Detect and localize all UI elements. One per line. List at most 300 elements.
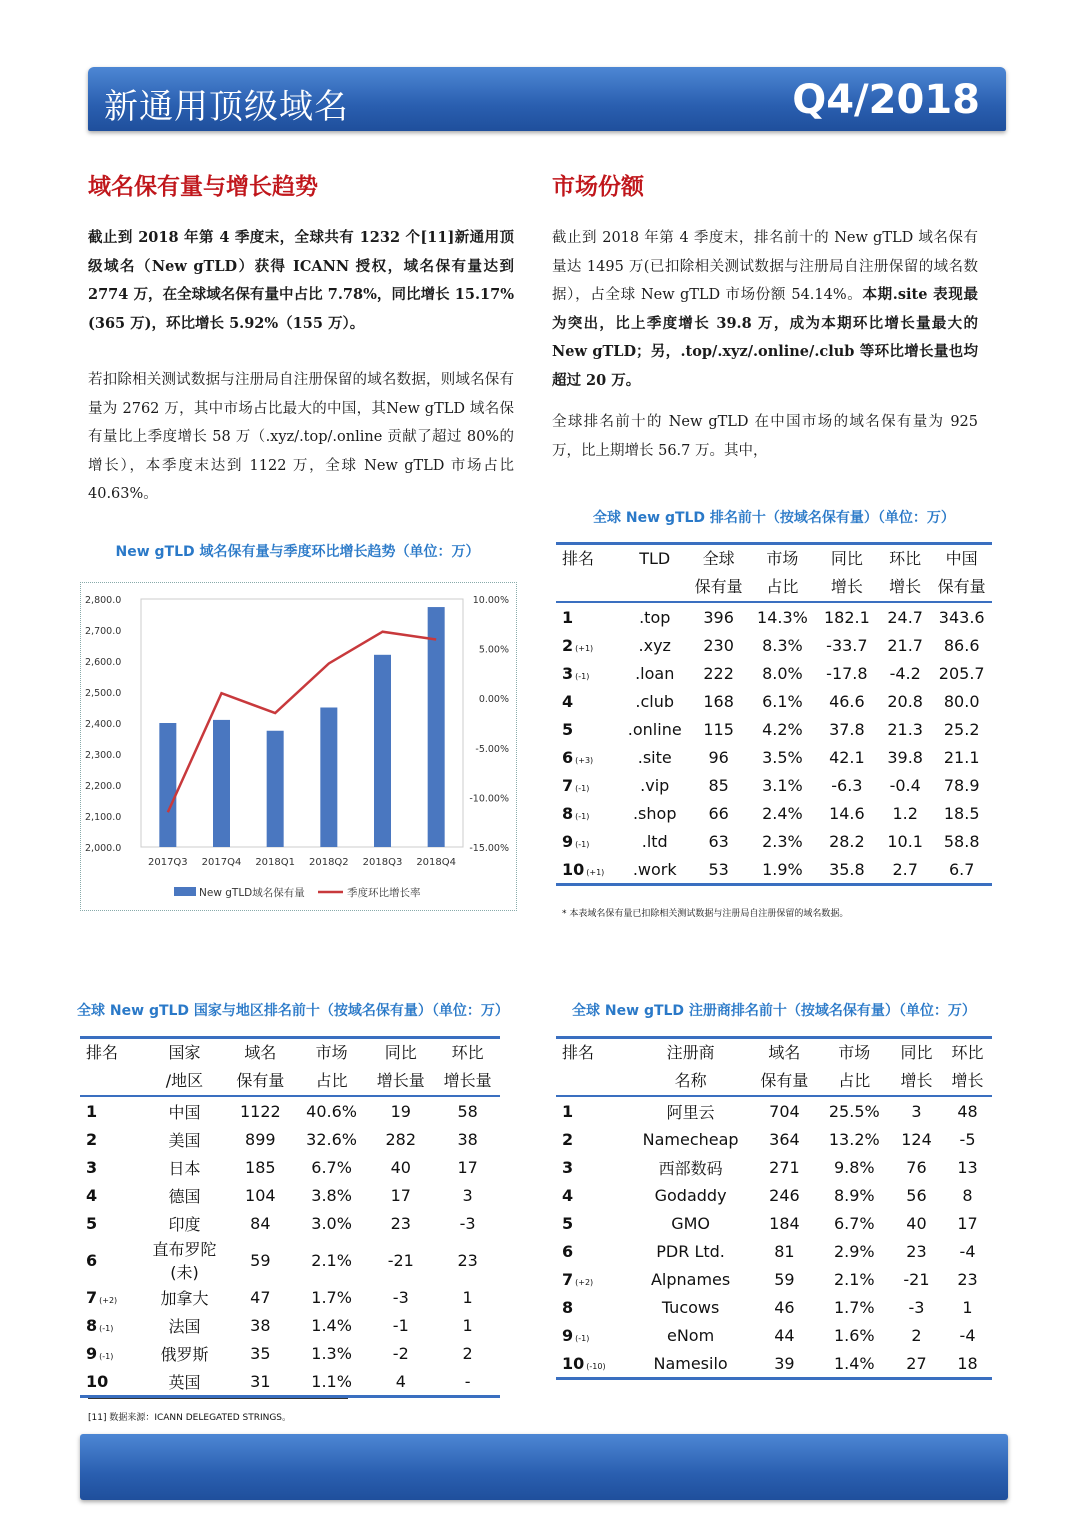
table-cell: 直布罗陀(未) bbox=[152, 1240, 217, 1282]
y-right-tick: -5.00% bbox=[475, 743, 509, 755]
market-share-highlight: 本期.site 表现最为突出，比上季度增长 39.8 万，成为本期环比增长量最大的 New gTLD；另，.top/.xyz/.online/.club 等环比增长量也均超过 20 万。 bbox=[552, 286, 978, 389]
rank-change: (+3) bbox=[575, 755, 594, 765]
y-left-tick: 2,600.0 bbox=[85, 657, 122, 668]
table-cell: .top bbox=[639, 607, 671, 627]
rank-number: 7 bbox=[86, 1287, 98, 1307]
table-row bbox=[556, 827, 992, 855]
table-cell: 38 bbox=[250, 1315, 271, 1335]
table-cell: 4 bbox=[366, 1367, 435, 1397]
table-row bbox=[556, 1321, 992, 1349]
table-cell: -33.7 bbox=[826, 635, 868, 655]
table-cell: -6.3 bbox=[831, 775, 863, 795]
rank-cell bbox=[556, 659, 622, 687]
rank-number: 5 bbox=[562, 719, 574, 739]
column-header: 注册商 bbox=[631, 1038, 750, 1068]
column-header: 市场 bbox=[297, 1038, 366, 1068]
table-cell: 23 bbox=[390, 1213, 411, 1233]
table-cell: 40.6% bbox=[306, 1101, 357, 1121]
rank-cell bbox=[80, 1209, 145, 1237]
header-row bbox=[556, 573, 992, 602]
table-cell: 3.0% bbox=[311, 1213, 352, 1233]
table-cell: 2.1% bbox=[833, 1269, 875, 1289]
table-cell: 21.1 bbox=[943, 747, 980, 767]
table-cell: 78.9 bbox=[943, 775, 980, 795]
holdings-summary: 截止到 2018 年第 4 季度末，全球共有 1232 个[11]新通用顶级域名（New gTLD）获得 ICANN 授权，域名保有量达到 2774 万，在全球域名保有量中占比 7.78%，同比增长 15.17%(365 万)，环比增长 5.92%（155 万）。 bbox=[88, 229, 514, 332]
header-row bbox=[80, 1067, 500, 1096]
column-header: 排名 bbox=[80, 1038, 145, 1068]
rank-number: 3 bbox=[562, 663, 574, 683]
table-cell: 6.1% bbox=[762, 691, 803, 711]
table-cell: 46.6 bbox=[829, 691, 865, 711]
column-header: /地区 bbox=[145, 1067, 224, 1096]
rank-number: 4 bbox=[86, 1185, 98, 1205]
column-header: 占比 bbox=[750, 573, 815, 602]
rank-number: 7 bbox=[562, 775, 574, 795]
table-cell: -21 bbox=[903, 1269, 930, 1289]
table-cell: 25.2 bbox=[943, 719, 980, 739]
table-cell: 1.6% bbox=[833, 1325, 875, 1345]
rank-change: (-1) bbox=[99, 1323, 114, 1333]
table-row bbox=[80, 1153, 500, 1181]
column-header: 保有量 bbox=[750, 1067, 819, 1096]
table-cell: 日本 bbox=[168, 1158, 201, 1178]
table-cell: 81 bbox=[774, 1241, 795, 1261]
header-row bbox=[556, 1067, 992, 1096]
rank-change: (-1) bbox=[575, 783, 590, 793]
column-header bbox=[556, 1067, 631, 1096]
table-cell: -4 bbox=[959, 1241, 976, 1261]
column-header: 环比 bbox=[435, 1038, 500, 1068]
column-header bbox=[80, 1067, 145, 1096]
table-cell: 230 bbox=[703, 635, 734, 655]
table-cell: 168 bbox=[703, 691, 734, 711]
x-tick-label: 2017Q4 bbox=[201, 857, 242, 868]
bar bbox=[320, 708, 337, 848]
table-row bbox=[80, 1283, 500, 1311]
table-cell: 271 bbox=[769, 1157, 800, 1177]
table-row bbox=[556, 1209, 992, 1237]
table-cell: 英国 bbox=[145, 1367, 224, 1397]
top10-note: * 本表域名保有量已扣除相关测试数据与注册局自注册保留的域名数据。 bbox=[562, 909, 849, 919]
rank-cell bbox=[80, 1311, 145, 1339]
table-cell: 18 bbox=[943, 1349, 992, 1379]
table-cell: 56 bbox=[906, 1185, 927, 1205]
table-cell: 23 bbox=[457, 1250, 478, 1270]
table-cell: 205.7 bbox=[938, 663, 985, 683]
quarter-label: Q4/2018 bbox=[792, 77, 980, 123]
column-header bbox=[622, 573, 687, 602]
column-header: 环比 bbox=[879, 544, 931, 574]
table-row bbox=[556, 1153, 992, 1181]
table-cell: 美国 bbox=[168, 1130, 201, 1150]
column-header: 占比 bbox=[297, 1067, 366, 1096]
rank-cell bbox=[556, 1321, 631, 1349]
x-tick-label: 2018Q4 bbox=[416, 857, 457, 868]
rank-number: 9 bbox=[86, 1343, 98, 1363]
y-left-tick: 2,100.0 bbox=[85, 812, 122, 823]
rank-cell bbox=[80, 1283, 145, 1311]
column-header: 同比 bbox=[890, 1038, 943, 1068]
table-cell: .loan bbox=[635, 663, 675, 683]
table-cell: 9.8% bbox=[833, 1157, 875, 1177]
column-header: 增长 bbox=[815, 573, 879, 602]
table-cell: 222 bbox=[703, 663, 734, 683]
x-tick-label: 2018Q1 bbox=[255, 857, 296, 868]
table-cell: 21.7 bbox=[887, 635, 923, 655]
table-cell: 3 bbox=[462, 1185, 473, 1205]
table-cell: .shop bbox=[632, 803, 677, 823]
table-row bbox=[80, 1209, 500, 1237]
rank-number: 1 bbox=[562, 1101, 574, 1121]
rank-number: 3 bbox=[562, 1157, 574, 1177]
market-share-text: 截止到 2018 年第 4 季度末，排名前十的 New gTLD 域名保有量达 1495 万(已扣除相关测试数据与注册局自注册保留的域名数据），占全球 New gTLD 市场份额 54.14%。 bbox=[552, 230, 978, 303]
table-cell: -3 bbox=[392, 1287, 409, 1307]
rank-number: 5 bbox=[86, 1213, 98, 1233]
table-cell: -2 bbox=[392, 1343, 409, 1363]
table-cell: 4.2% bbox=[762, 719, 803, 739]
table-row bbox=[556, 1125, 992, 1153]
table-cell: 德国 bbox=[168, 1186, 201, 1206]
column-header: 中国 bbox=[931, 544, 992, 574]
table-row bbox=[556, 799, 992, 827]
rank-cell bbox=[556, 1096, 631, 1125]
table-cell: 31 bbox=[224, 1367, 297, 1397]
table-row bbox=[556, 1096, 992, 1125]
table-cell: 1.3% bbox=[311, 1343, 352, 1363]
table-cell: 104 bbox=[245, 1185, 276, 1205]
legend-bar-swatch bbox=[174, 887, 196, 896]
rank-number: 9 bbox=[562, 831, 574, 851]
rank-cell bbox=[556, 1153, 631, 1181]
table-cell: 246 bbox=[769, 1185, 800, 1205]
header-row bbox=[80, 1038, 500, 1068]
table-cell: 21.3 bbox=[887, 719, 923, 739]
table-cell: eNom bbox=[666, 1325, 715, 1345]
table-row bbox=[556, 715, 992, 743]
table-cell: 中国 bbox=[168, 1102, 201, 1122]
table-cell: Tucows bbox=[661, 1297, 720, 1317]
page-title: 新通用顶级域名 bbox=[104, 87, 349, 127]
rank-number: 10 bbox=[562, 859, 585, 879]
rank-cell bbox=[556, 771, 622, 799]
table-cell: 17 bbox=[957, 1213, 978, 1233]
rank-cell bbox=[80, 1367, 145, 1397]
table-cell: 1.7% bbox=[833, 1297, 875, 1317]
rank-cell bbox=[556, 602, 622, 631]
table-cell: 西部数码 bbox=[658, 1158, 723, 1178]
table-cell: - bbox=[435, 1367, 500, 1397]
column-header: 增长量 bbox=[366, 1067, 435, 1096]
column-header: 国家 bbox=[145, 1038, 224, 1068]
chart-frame bbox=[80, 582, 517, 911]
table-cell: 46 bbox=[774, 1297, 795, 1317]
header-row bbox=[556, 1038, 992, 1068]
table-cell: -3 bbox=[908, 1297, 925, 1317]
column-header: 市场 bbox=[819, 1038, 890, 1068]
table-cell: 8.0% bbox=[762, 663, 803, 683]
column-header: 排名 bbox=[556, 1038, 631, 1068]
legend-bar-label: New gTLD域名保有量 bbox=[199, 887, 305, 899]
chart-title: New gTLD 域名保有量与季度环比增长趋势（单位：万） bbox=[115, 544, 480, 560]
table-row bbox=[556, 1265, 992, 1293]
table-cell: .ltd bbox=[641, 831, 668, 851]
rank-change: (+2) bbox=[575, 1277, 594, 1287]
rank-number: 3 bbox=[86, 1157, 98, 1177]
table-cell: 1.4% bbox=[819, 1349, 890, 1379]
table-cell: 40 bbox=[390, 1157, 411, 1177]
table-row bbox=[80, 1311, 500, 1339]
table-cell: 364 bbox=[769, 1129, 800, 1149]
bar bbox=[374, 655, 391, 847]
rank-number: 7 bbox=[562, 1269, 574, 1289]
holdings-detail: 若扣除相关测试数据与注册局自注册保留的域名数据，则域名保有量为 2762 万，其中市场占比最大的中国，其New gTLD 域名保有量比上季度增长 58 万（.xyz/.top/.online 贡献了超过 80%的增长），本季度末达到 1122 万，全球 New gTLD 市场占比 40.63%。 bbox=[88, 372, 514, 502]
table-cell: 396 bbox=[703, 607, 734, 627]
column-header: 增长量 bbox=[435, 1067, 500, 1096]
table-cell: Godaddy bbox=[654, 1185, 727, 1205]
table-cell: .online bbox=[627, 719, 682, 739]
y-left-tick: 2,700.0 bbox=[85, 626, 122, 637]
table-cell: 14.3% bbox=[757, 607, 808, 627]
rank-number: 2 bbox=[562, 635, 574, 655]
table-cell: 2.7 bbox=[879, 855, 931, 885]
rank-cell bbox=[556, 715, 622, 743]
table-cell: 2.4% bbox=[762, 803, 803, 823]
table-cell: 1 bbox=[962, 1297, 973, 1317]
rank-cell bbox=[556, 1237, 631, 1265]
table-cell: 13 bbox=[957, 1157, 978, 1177]
column-header: 增长 bbox=[943, 1067, 992, 1096]
bar bbox=[213, 720, 230, 847]
registrar-table bbox=[556, 1036, 992, 1380]
rank-number: 1 bbox=[86, 1101, 98, 1121]
table-cell: 1 bbox=[462, 1287, 473, 1307]
table-cell: 35 bbox=[250, 1343, 271, 1363]
holdings-trend-chart bbox=[81, 583, 516, 910]
column-header bbox=[556, 573, 622, 602]
table-cell: 86.6 bbox=[943, 635, 980, 655]
table-cell: 96 bbox=[708, 747, 729, 767]
column-header: 占比 bbox=[819, 1067, 890, 1096]
y-left-tick: 2,200.0 bbox=[85, 781, 122, 792]
table-cell: 27 bbox=[890, 1349, 943, 1379]
table-row bbox=[556, 631, 992, 659]
table-row bbox=[556, 1293, 992, 1321]
growth-line bbox=[168, 632, 436, 813]
table-cell: 704 bbox=[769, 1101, 800, 1121]
column-header: 保有量 bbox=[931, 573, 992, 602]
table-cell: -1 bbox=[392, 1315, 409, 1335]
column-header: 名称 bbox=[631, 1067, 750, 1096]
rank-number: 10 bbox=[86, 1371, 109, 1391]
table-cell: -0.4 bbox=[889, 775, 921, 795]
table-cell: -3 bbox=[459, 1213, 476, 1233]
table-cell: GMO bbox=[671, 1213, 710, 1233]
table-cell: 28.2 bbox=[829, 831, 865, 851]
table-cell: 44 bbox=[774, 1325, 795, 1345]
table-cell: -4 bbox=[959, 1325, 976, 1345]
table-cell: 63 bbox=[708, 831, 729, 851]
y-right-tick: 0.00% bbox=[478, 694, 509, 706]
table-row bbox=[556, 771, 992, 799]
table-cell: Alpnames bbox=[650, 1269, 731, 1289]
china-market-text: 全球排名前十的 New gTLD 在中国市场的域名保有量为 925 万，比上期增长 56.7 万。其中， bbox=[552, 414, 978, 459]
table-row bbox=[80, 1096, 500, 1125]
rank-change: (-1) bbox=[575, 1333, 590, 1343]
y-left-tick: 2,400.0 bbox=[85, 719, 122, 730]
y-right-tick: -10.00% bbox=[469, 793, 509, 805]
y-left-tick: 2,500.0 bbox=[85, 688, 122, 699]
table-cell: 2 bbox=[462, 1343, 473, 1363]
rank-cell bbox=[80, 1181, 145, 1209]
bar bbox=[159, 723, 176, 847]
table-cell: -17.8 bbox=[826, 663, 868, 683]
y-right-tick: 5.00% bbox=[478, 644, 509, 656]
y-right-tick: 10.00% bbox=[472, 595, 509, 606]
rank-number: 4 bbox=[562, 1185, 574, 1205]
column-header: 同比 bbox=[366, 1038, 435, 1068]
table-cell: 899 bbox=[245, 1129, 276, 1149]
table-cell: 6.7 bbox=[931, 855, 992, 885]
table-cell: 13.2% bbox=[828, 1129, 880, 1149]
rank-number: 6 bbox=[562, 1241, 574, 1261]
rank-number: 4 bbox=[562, 691, 574, 711]
table-row bbox=[556, 743, 992, 771]
rank-change: (-1) bbox=[99, 1351, 114, 1361]
rank-cell bbox=[556, 743, 622, 771]
table-cell: 24.7 bbox=[887, 607, 923, 627]
table-cell: 加拿大 bbox=[160, 1288, 209, 1308]
rank-cell bbox=[556, 799, 622, 827]
rank-change: (-10) bbox=[586, 1361, 606, 1371]
table-cell: 8.3% bbox=[762, 635, 803, 655]
table-cell: 85 bbox=[708, 775, 729, 795]
table-cell: 66 bbox=[708, 803, 729, 823]
column-header: 同比 bbox=[815, 544, 879, 574]
y-left-tick: 2,300.0 bbox=[85, 750, 122, 761]
rank-cell bbox=[556, 827, 622, 855]
x-tick-label: 2017Q3 bbox=[147, 857, 188, 868]
page-footer bbox=[80, 1434, 1008, 1500]
country-caption: 全球 New gTLD 国家与地区排名前十（按域名保有量）（单位：万） bbox=[77, 1003, 509, 1019]
table-cell: 48 bbox=[957, 1101, 978, 1121]
rank-number: 1 bbox=[562, 607, 574, 627]
table-cell: 38 bbox=[457, 1129, 478, 1149]
y-right-tick: -15.00% bbox=[469, 843, 509, 854]
column-header: 增长 bbox=[890, 1067, 943, 1096]
table-cell: 59 bbox=[250, 1250, 271, 1270]
table-cell: 8.9% bbox=[833, 1185, 875, 1205]
footnote-divider bbox=[88, 1398, 348, 1399]
rank-change: (-1) bbox=[575, 839, 590, 849]
bar bbox=[267, 731, 284, 847]
rank-number: 10 bbox=[562, 1353, 585, 1373]
rank-change: (-1) bbox=[575, 811, 590, 821]
rank-number: 8 bbox=[562, 1297, 574, 1317]
column-header: 全球 bbox=[687, 544, 750, 574]
rank-number: 2 bbox=[562, 1129, 574, 1149]
table-cell: 1122 bbox=[239, 1101, 281, 1121]
x-tick-label: 2018Q2 bbox=[308, 857, 349, 868]
rank-cell bbox=[556, 1293, 631, 1321]
table-row bbox=[556, 687, 992, 715]
table-cell: 印度 bbox=[168, 1214, 201, 1234]
table-cell: 3.5% bbox=[762, 747, 803, 767]
table-cell: 1.4% bbox=[311, 1315, 352, 1335]
rank-number: 9 bbox=[562, 1325, 574, 1345]
table-cell: 59 bbox=[774, 1269, 795, 1289]
y-left-tick: 2,800.0 bbox=[85, 595, 122, 606]
rank-number: 6 bbox=[562, 747, 574, 767]
column-header: 保有量 bbox=[224, 1067, 297, 1096]
table-cell: 185 bbox=[245, 1157, 276, 1177]
table-cell: 184 bbox=[769, 1213, 800, 1233]
rank-cell bbox=[556, 1181, 631, 1209]
table-cell: 23 bbox=[906, 1241, 927, 1261]
column-header: 保有量 bbox=[687, 573, 750, 602]
column-header: 域名 bbox=[224, 1038, 297, 1068]
table-cell: .club bbox=[635, 691, 675, 711]
table-cell: 182.1 bbox=[823, 607, 870, 627]
table-cell: 6.7% bbox=[833, 1213, 875, 1233]
table-cell: 1.1% bbox=[297, 1367, 366, 1397]
table-row bbox=[556, 855, 992, 885]
table-cell: 俄罗斯 bbox=[160, 1344, 209, 1364]
rank-number: 5 bbox=[562, 1213, 574, 1233]
table-cell: -5 bbox=[959, 1129, 976, 1149]
rank-cell bbox=[80, 1237, 145, 1283]
table-cell: 39 bbox=[750, 1349, 819, 1379]
rank-cell bbox=[556, 1349, 631, 1379]
table-cell: 2 bbox=[911, 1325, 922, 1345]
top10-caption: 全球 New gTLD 排名前十（按域名保有量）（单位：万） bbox=[593, 510, 955, 526]
table-cell: 14.6 bbox=[829, 803, 865, 823]
rank-change: (+1) bbox=[575, 643, 594, 653]
market-share-summary bbox=[552, 224, 978, 395]
x-tick-label: 2018Q3 bbox=[362, 857, 403, 868]
table-row bbox=[556, 1349, 992, 1379]
rank-change: (+2) bbox=[99, 1295, 118, 1305]
column-header: 增长 bbox=[879, 573, 931, 602]
table-cell: 1.7% bbox=[311, 1287, 352, 1307]
table-cell: .work bbox=[622, 855, 687, 885]
table-cell: 58.8 bbox=[943, 831, 980, 851]
table-cell: 25.5% bbox=[828, 1101, 880, 1121]
table-cell: 10.1 bbox=[887, 831, 923, 851]
table-cell: 3.8% bbox=[311, 1185, 352, 1205]
table-cell: 17 bbox=[390, 1185, 411, 1205]
table-cell: 115 bbox=[703, 719, 734, 739]
table-cell: PDR Ltd. bbox=[656, 1241, 725, 1261]
footnote-source: [11] 数据来源：ICANN DELEGATED STRINGS。 bbox=[88, 1413, 292, 1423]
table-cell: 3.1% bbox=[762, 775, 803, 795]
table-cell: 40 bbox=[906, 1213, 927, 1233]
y-left-tick: 2,000.0 bbox=[85, 843, 122, 854]
table-cell: 84 bbox=[250, 1213, 271, 1233]
registrar-caption: 全球 New gTLD 注册商排名前十（按域名保有量）（单位：万） bbox=[572, 1003, 976, 1019]
bar bbox=[428, 607, 445, 847]
legend-line-label: 季度环比增长率 bbox=[347, 887, 421, 899]
section-title-holdings: 域名保有量与增长趋势 bbox=[88, 173, 318, 200]
section-title-market-share: 市场份额 bbox=[552, 173, 644, 200]
table-row bbox=[80, 1125, 500, 1153]
table-row bbox=[556, 1237, 992, 1265]
rank-cell bbox=[80, 1339, 145, 1367]
rank-cell bbox=[556, 1209, 631, 1237]
table-row bbox=[80, 1339, 500, 1367]
column-header: 排名 bbox=[556, 544, 622, 574]
table-cell: 1.2 bbox=[892, 803, 918, 823]
table-cell: Namecheap bbox=[642, 1129, 739, 1149]
